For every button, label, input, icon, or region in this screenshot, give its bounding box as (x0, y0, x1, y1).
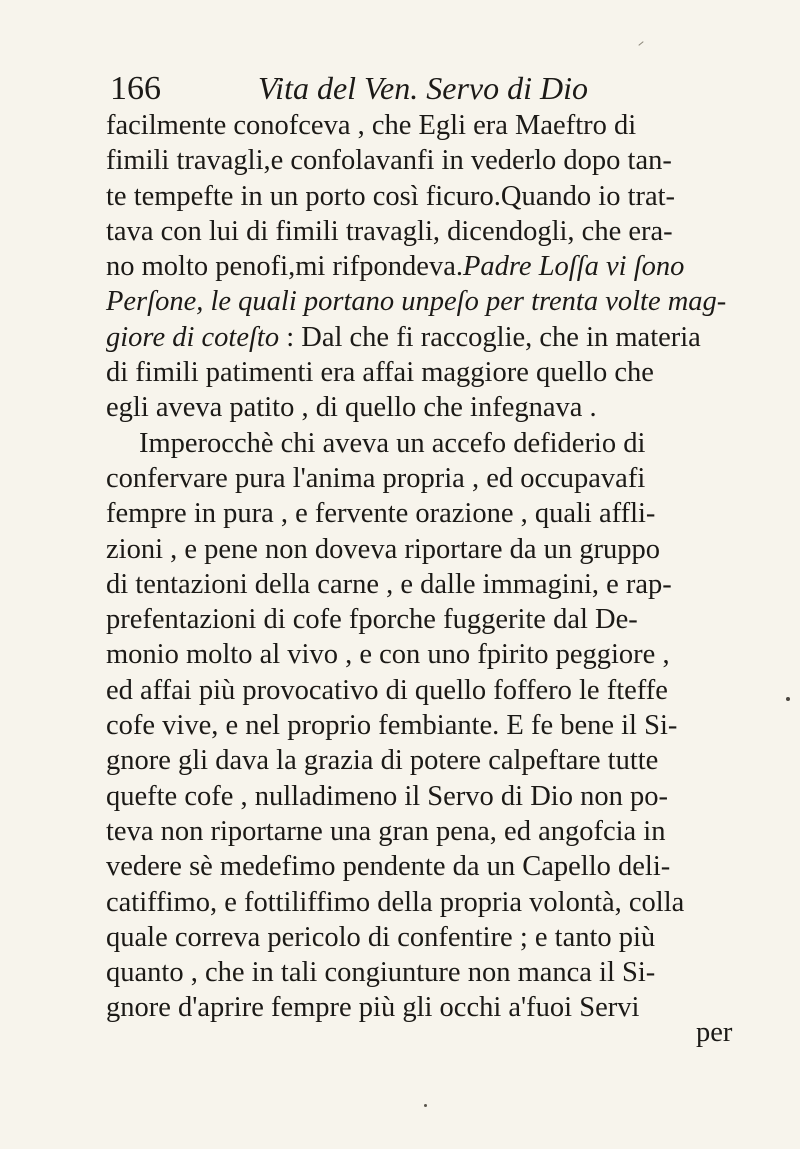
text-line: te tempefte in un porto così ficuro.Quando io trat- (106, 180, 676, 212)
ink-speck (786, 697, 790, 701)
text-line (106, 249, 766, 284)
text-line-roman: no molto penofi,mi rifpondeva. (106, 251, 463, 283)
body-text (106, 108, 766, 1026)
text-line: egli aveva patito , di quello che infegnava . (106, 392, 597, 424)
text-line: catiffimo, e fottiliffimo della propria volontà, colla (106, 886, 685, 918)
text-line: vedere sè medefimo pendente da un Capello deli- (106, 851, 671, 883)
text-line: gnore gli dava la grazia di potere calpeftare tutte (106, 745, 659, 777)
italic-quote: Perſone, le quali portano unpeſo per trenta volte mag- (106, 286, 727, 318)
page-number: 166 (110, 70, 161, 107)
text-line: quanto , che in tali congiunture non manca il Si- (106, 957, 656, 989)
text-line: fempre in pura , e fervente orazione , quali affli- (106, 498, 656, 530)
text-line: di fimili patimenti era affai maggiore quello che (106, 357, 654, 389)
text-line: cofe vive, e nel proprio fembiante. E fe bene il Si- (106, 710, 678, 742)
running-head (110, 70, 670, 110)
text-line: tava con lui di fimili travagli, dicendogli, che era- (106, 215, 673, 247)
ink-speck (638, 41, 643, 46)
text-line: facilmente conofceva , che Egli era Maeftro di (106, 110, 637, 141)
catchword: per (696, 1017, 733, 1048)
italic-quote: Padre Loſſa vi ſono (462, 251, 685, 283)
text-line: quefte cofe , nulladimeno il Servo di Dio non po- (106, 780, 668, 812)
text-line (106, 284, 766, 319)
running-title: Vita del Ven. Servo di Dio (258, 70, 588, 106)
text-line: monio molto al vivo , e con uno fpirito peggiore , (106, 639, 670, 671)
italic-quote: giore di coteſto (106, 321, 280, 353)
text-line: prefentazioni di cofe fporche fuggerite dal De- (106, 604, 638, 636)
text-line-roman: : Dal che fi raccoglie, che in materia (279, 321, 701, 353)
text-line: zioni , e pene non doveva riportare da un gruppo (106, 533, 660, 565)
text-line: fimili travagli,e confolavanfi in vederlo dopo tan- (106, 145, 672, 177)
paragraph-start-line: Imperocchè chi aveva un accefo defiderio di (139, 427, 646, 459)
text-line: ed affai più provocativo di quello foffero le fteffe (106, 674, 668, 706)
text-line: confervare pura l'anima propria , ed occupavafi (106, 462, 646, 494)
text-line (106, 320, 766, 355)
text-line: gnore d'aprire fempre più gli occhi a'fuoi Servi (106, 992, 640, 1024)
text-line: teva non riportarne una gran pena, ed angofcia in (106, 815, 666, 847)
text-line: quale correva pericolo di confentire ; e tanto più (106, 921, 656, 953)
ink-speck (424, 1104, 427, 1107)
text-line: di tentazioni della carne , e dalle immagini, e rap- (106, 568, 672, 600)
